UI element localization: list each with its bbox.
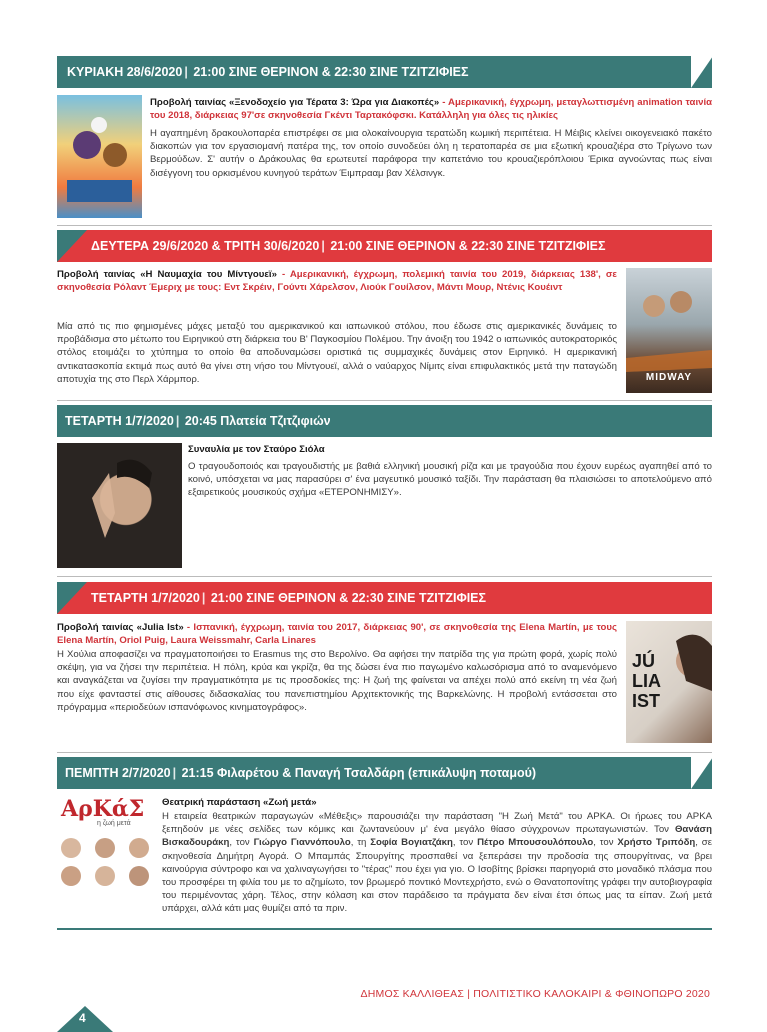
section-time: 21:15 Φιλαρέτου & Παναγή Τσαλδάρη (επικάλυψη ποταμού) (181, 766, 537, 780)
section-date: ΤΕΤΑΡΤΗ 1/7/2020 (91, 591, 200, 605)
event-title: Θεατρική παράσταση «Ζωή μετά» (162, 797, 317, 808)
event-body-2: Μία από τις πιο φημισμένες μάχες μεταξύ του αμερικανικού και ιαπωνικού στόλου, που έδωσε στις αμερικανικές δυνάμεις το προβάδισμα στο μέτωπο του Ειρηνικού στη διάρκεια του Β' Παγκοσμίου Πολέμου. Την άνοιξη του 1942 ο ιαπωνικός αυτοκρατορικός στόλος ετοιμάζει το χτύπημα το οποίο θα αποδυναμώσει οριστικά τις συμμαχικές δυνάμεις στον Ειρηνικό. Η αμερικανική αντικατασκοπία εκτιμά πως αυτό θα γίνει στη νήσο του Μίντγουεϊ, αλλά ο ναύαρχος Νίμιτς είναι επιφυλακτικός μετά την παταγώδη αποτυχία της στο Περλ Χάρμπορ. (57, 321, 617, 385)
section-date: ΚΥΡΙΑΚΗ 28/6/2020 (67, 65, 183, 79)
body-text: , τον (593, 837, 618, 849)
divider (57, 752, 712, 753)
event-body-4: Η Χούλια αποφασίζει να πραγματοποιήσει το Erasmus της στο Βερολίνο. Θα αφήσει την πατρίδα της για πρώτη φορά, χωρίς πολύ σκέψη, για να ζήσει την περιπέτεια. Η πόλη, κρύα και γκρίζα, θα της δώσει ένα πιο παγωμένο καλωσόρισμα από το αναμενόμενο και αναγκάζεται να ζυγίσει την πραγματικότητα με τις προσδοκίες της: Η ζωή της φαίνεται να απέχει πολύ από εκείνη τη νέα ζωή που είχε φανταστεί στις αίθουσες διδασκαλίας του πανεπιστημίου Αρχιτεκτονικής της Βαρκελώνης. Η προβολή εντάσσεται στο πρόγραμμα «περιοδεύων ισπανόφωνος κινηματογράφος». (57, 649, 617, 713)
cast-name: Σοφία Βογιατζάκη (370, 837, 453, 849)
section-date: ΔΕΥΤΕΡΑ 29/6/2020 & ΤΡΙΤΗ 30/6/2020 (91, 239, 320, 253)
event-body-3: Ο τραγουδοποιός και τραγουδιστής με βαθιά ελληνική μουσική ρίζα και με τραγούδια που έχουν ευρέως αγαπηθεί από το κοινό, υπόσχεται να μας παρασύρει σ' ένα μαγευτικό μουσικό ταξίδι. Την παράσταση θα πλαισιώσει το αποτελούμενο από εξαιρετικούς μουσικούς σχήμα «ΕΤΕΡΟΝΗΜΙΣΥ». (188, 461, 712, 499)
section-header-bar (57, 405, 712, 437)
section-header-bar (57, 230, 712, 262)
header-teal-notch (57, 230, 87, 262)
artist-photo (57, 443, 182, 568)
event-description-2 (57, 268, 617, 294)
section-date-time: ΔΕΥΤΕΡΑ 29/6/2020 & ΤΡΙΤΗ 30/6/2020 | 21:00 ΣΙΝΕ ΘΕΡΙΝΟΝ & 22:30 ΣΙΝΕ ΤΖΙΤΖΙΦΙΕΣ (91, 239, 606, 253)
play-logo-subtitle: η ζωή μετά (97, 820, 131, 827)
header-teal-notch (57, 582, 87, 614)
poster-title: MIDWAY (645, 372, 693, 383)
cast-name: Θανάση Βισκαδουράκη (162, 824, 712, 849)
event-subtitle: - Αμερικανική, έγχρωμη, πολεμική ταινία του 2019, διάρκειας 138', σε σκηνοθεσία Ρόλαντ Έμεριχ με τους: Εντ Σκρέιν, Γούντι Χάρελσον, Λιούκ Γουίλσον, Μάντι Μουρ, Ντένις Κουέιντ (57, 269, 617, 294)
cast-name: Πέτρο Μπουσουλόπουλο (477, 837, 594, 849)
event-title: Συναυλία με τον Σταύρο Σιόλα (188, 444, 325, 455)
event-subtitle: - Ισπανική, έγχρωμη, ταινία του 2017, διάρκειας 90', σε σκηνοθεσία της Elena Martín, με τους Elena Martín, Oriol Puig, Laura Weissmahr, Carla Linares (57, 622, 617, 647)
event-description-4 (57, 621, 617, 647)
section-time: 20:45 Πλατεία Τζιτζιφιών (184, 414, 331, 428)
divider (57, 400, 712, 401)
play-logo: ΑρΚάΣ (61, 796, 145, 822)
body-text: , τη (350, 837, 371, 849)
section-header-bar (57, 582, 712, 614)
section-time: 21:00 ΣΙΝΕ ΘΕΡΙΝΟΝ & 22:30 ΣΙΝΕ ΤΖΙΤΖΙΦΙΕΣ (210, 591, 487, 605)
movie-poster-midway (626, 268, 712, 393)
body-text: , τον (229, 837, 254, 849)
cast-name: Χρήστο Τριπόδη (617, 837, 696, 849)
event-title: Προβολή ταινίας «Ξενοδοχείο για Τέρατα 3: Ώρα για Διακοπές» (150, 97, 440, 108)
body-text: , σε σκηνοθεσία Δημήτρη Αγορά. Ο Μπαμπάς Σπουργίτης προσπαθεί να ξεπεράσει την προδοσία της σπουργίτινας, να βρει καινούργια σύντροφο και να χαλιναγωγήσει το "τέρας" που έχει για γιο. Ο Ισοβίτης βρίσκει παρηγοριά στο μοναδικό πλάσμα που του προσφέρει τη φιλία του με το αζημίωτο, τον βρωμερό ποντικό Μοντεχρήστο, ενώ ο Θανατοπονίτης γράφει την αυτοβιογραφία του περιμένοντας χάρη. Τέλος, στην κόλαση και στον παράδεισο τα πράγματα δεν είναι έτσι όπως μας τα είπαν. Ζωή μετά υπάρχει, αλλά κάτι μας θυμίζει από τα πριν. (162, 837, 712, 915)
divider (57, 225, 712, 226)
section-date: ΠΕΜΠΤΗ 2/7/2020 (65, 766, 171, 780)
event-body-5 (162, 810, 712, 916)
movie-poster-hotel-transylvania (57, 95, 142, 218)
event-description-1 (150, 96, 712, 122)
section-date-time: ΚΥΡΙΑΚΗ 28/6/2020 | 21:00 ΣΙΝΕ ΘΕΡΙΝΟΝ & 22:30 ΣΙΝΕ ΤΖΙΤΖΙΦΙΕΣ (67, 65, 469, 79)
section-header-bar (57, 757, 712, 789)
poster-title: JÚ LIA IST (632, 651, 661, 711)
cast-faces (57, 796, 155, 894)
footer-text: ΔΗΜΟΣ ΚΑΛΛΙΘΕΑΣ | ΠΟΛΙΤΙΣΤΙΚΟ ΚΑΛΟΚΑΙΡΙ & ΦΘΙΝΟΠΩΡΟ 2020 (360, 988, 710, 1000)
photo-illustration (57, 443, 182, 568)
section-time: 21:00 ΣΙΝΕ ΘΕΡΙΝΟΝ & 22:30 ΣΙΝΕ ΤΖΙΤΖΙΦΙΕΣ (330, 239, 606, 253)
body-text: , τον (452, 837, 478, 849)
event-subtitle: - Αμερικανική, έγχρωμη, μεταγλωττισμένη animation ταινία του 2018, διάρκειας 97'σε σκηνοθεσία Γκέντι Ταρτακόφσκι. Κατάλληλη για όλες τις ηλικίες (150, 97, 713, 122)
section-date-time: ΠΕΜΠΤΗ 2/7/2020 | 21:15 Φιλαρέτου & Παναγή Τσαλδάρη (επικάλυψη ποταμού) (65, 766, 537, 780)
section-header-bar (57, 56, 712, 88)
event-title: Προβολή ταινίας «Julia Ist» (57, 622, 184, 633)
event-description-5 (162, 796, 712, 809)
cast-name: Γιώργο Γιαννόπουλο (253, 837, 351, 849)
divider (57, 576, 712, 577)
poster-illustration (57, 95, 142, 218)
section-date: ΤΕΤΑΡΤΗ 1/7/2020 (65, 414, 174, 428)
section-time: 21:00 ΣΙΝΕ ΘΕΡΙΝΟΝ & 22:30 ΣΙΝΕ ΤΖΙΤΖΙΦΙΕΣ (193, 65, 469, 79)
section-date-time: ΤΕΤΑΡΤΗ 1/7/2020 | 20:45 Πλατεία Τζιτζιφιών (65, 414, 331, 428)
header-corner-notch (691, 56, 713, 88)
movie-poster-julia-ist (626, 621, 712, 743)
event-description-3 (188, 443, 712, 456)
body-text: Η εταιρεία θεατρικών παραγωγών «Μέθεξις» παρουσιάζει την παράσταση "Η Ζωή Μετά" του ΑΡΚΑ. Οι ήρωες του ΑΡΚΑ ξεπηδούν με νέες σελίδες των κόμικς και ζωντανεύουν μ' ένα μεγάλο θίασο σύγχρονων πρωταγωνιστών. Τον (162, 811, 712, 836)
page-number: 4 (79, 1011, 86, 1025)
event-title: Προβολή ταινίας «Η Ναυμαχία του Μίντγουεϊ» (57, 269, 277, 280)
play-poster-arkas (57, 796, 155, 894)
divider (57, 928, 712, 930)
header-corner-notch (691, 757, 713, 789)
event-body-1: Η αγαπημένη δρακουλοπαρέα επιστρέφει σε μια ολοκαίνουργια τερατώδη κωμική περιπέτεια. Η Μέιβις κλείνει οικογενειακό πακέτο διακοπών για τον εργασιομανή πατέρα της, τον οποίο συνοδεύει όλη η τερατοπαρέα σε μια εξωτική κρουαζιέρα στο Τρίγωνο των Βερμούδων. Σ' αυτήν ο Δράκουλας θα ερωτευτεί παράφορα την καπετάνιο του κρουαζιερόπλοιου Έρικα αγνοώντας πως είναι δισέγγονη του ορκισμένου κυνηγού τεράτων Έιμπρααμ βαν Χέλσινγκ. (150, 128, 712, 179)
section-date-time: ΤΕΤΑΡΤΗ 1/7/2020 | 21:00 ΣΙΝΕ ΘΕΡΙΝΟΝ & 22:30 ΣΙΝΕ ΤΖΙΤΖΙΦΙΕΣ (91, 591, 487, 605)
